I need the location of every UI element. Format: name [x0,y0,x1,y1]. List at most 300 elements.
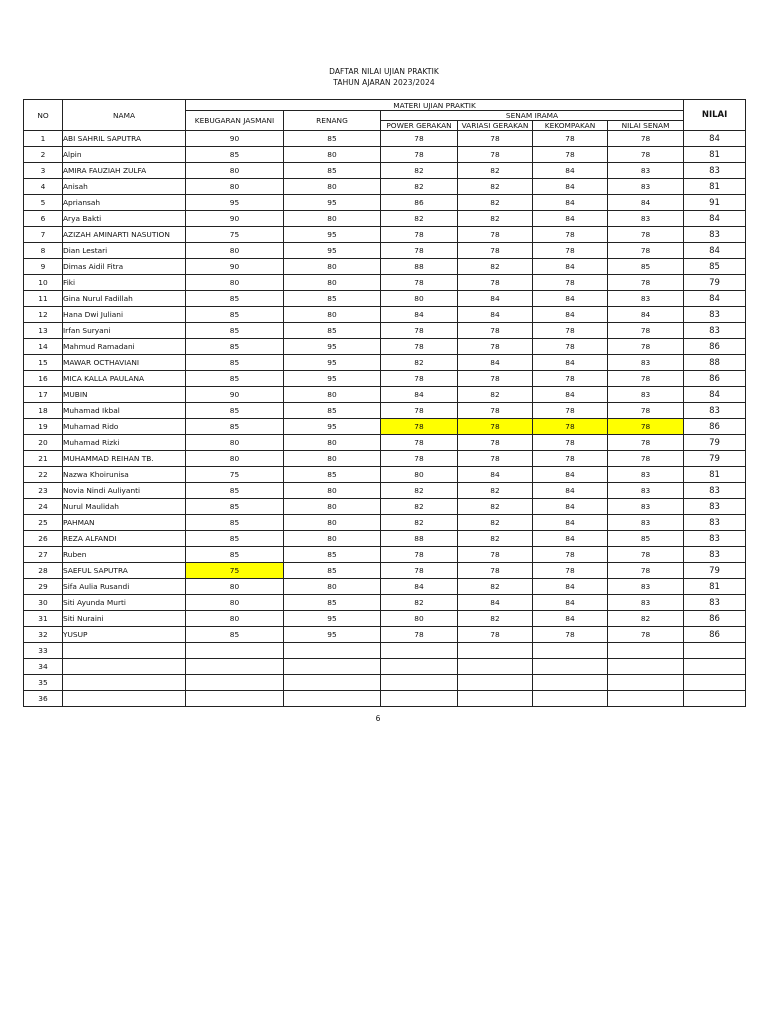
cell-kekompakan: 84 [533,179,608,195]
cell-nilai: 86 [684,611,746,627]
cell-nilai: 81 [684,579,746,595]
cell-nama: MICA KALLA PAULANA [63,371,186,387]
cell-kebugaran-jasmani: 80 [186,163,284,179]
cell-kebugaran-jasmani: 80 [186,435,284,451]
cell-variasi-gerakan: 78 [458,243,533,259]
cell-kekompakan: 78 [533,227,608,243]
cell-kekompakan: 84 [533,531,608,547]
header-nilai: NILAI [684,100,746,131]
cell-power-gerakan: 78 [381,243,458,259]
header-power-gerakan: POWER GERAKAN [381,121,458,131]
cell-renang: 85 [284,563,381,579]
cell-no: 31 [24,611,63,627]
cell-no: 21 [24,451,63,467]
cell-kebugaran-jasmani: 85 [186,499,284,515]
cell-no: 27 [24,547,63,563]
cell-nilai-senam: 85 [608,531,684,547]
cell-power-gerakan: 82 [381,595,458,611]
cell-nilai-senam: 78 [608,371,684,387]
table-row [24,675,746,691]
cell-kekompakan: 84 [533,163,608,179]
cell-nilai [684,659,746,675]
cell-nama: Nurul Maulidah [63,499,186,515]
cell-nilai-senam: 78 [608,339,684,355]
table-row [24,691,746,707]
cell-no: 20 [24,435,63,451]
cell-no: 4 [24,179,63,195]
cell-power-gerakan: 78 [381,403,458,419]
header-senam-irama: SENAM IRAMA [381,111,684,121]
cell-power-gerakan [381,659,458,675]
cell-nilai: 83 [684,547,746,563]
table-row [24,339,746,355]
cell-nama: Apriansah [63,195,186,211]
table-row [24,307,746,323]
cell-kebugaran-jasmani: 90 [186,211,284,227]
cell-variasi-gerakan: 82 [458,579,533,595]
cell-nilai-senam: 83 [608,163,684,179]
cell-no: 2 [24,147,63,163]
cell-no: 18 [24,403,63,419]
cell-variasi-gerakan: 78 [458,147,533,163]
cell-nilai-senam: 83 [608,291,684,307]
cell-kebugaran-jasmani: 90 [186,131,284,147]
table-row [24,531,746,547]
cell-nilai-senam: 78 [608,435,684,451]
cell-kekompakan: 84 [533,595,608,611]
header-variasi-gerakan: VARIASI GERAKAN [458,121,533,131]
cell-variasi-gerakan: 82 [458,483,533,499]
cell-variasi-gerakan: 82 [458,163,533,179]
cell-variasi-gerakan: 78 [458,627,533,643]
cell-nilai: 83 [684,531,746,547]
cell-kebugaran-jasmani: 80 [186,275,284,291]
table-row [24,563,746,579]
cell-no: 25 [24,515,63,531]
cell-nilai: 79 [684,275,746,291]
cell-power-gerakan [381,675,458,691]
table-row [24,291,746,307]
table-row [24,643,746,659]
title-line-1: DAFTAR NILAI UJIAN PRAKTIK [329,67,439,76]
cell-variasi-gerakan: 78 [458,563,533,579]
cell-power-gerakan: 88 [381,531,458,547]
cell-nilai-senam: 82 [608,611,684,627]
cell-nama [63,643,186,659]
cell-renang: 85 [284,403,381,419]
cell-nama: Dimas Aidil Fitra [63,259,186,275]
cell-nilai: 85 [684,259,746,275]
cell-variasi-gerakan: 84 [458,595,533,611]
cell-nilai: 83 [684,403,746,419]
cell-nama: Ruben [63,547,186,563]
cell-no: 14 [24,339,63,355]
cell-kebugaran-jasmani: 85 [186,419,284,435]
cell-nama: MUBIN [63,387,186,403]
cell-nilai-senam [608,675,684,691]
cell-renang: 80 [284,211,381,227]
cell-nilai-senam: 78 [608,627,684,643]
cell-nilai-senam: 83 [608,515,684,531]
cell-nilai: 84 [684,243,746,259]
cell-kekompakan: 78 [533,451,608,467]
cell-renang: 95 [284,355,381,371]
cell-power-gerakan: 84 [381,387,458,403]
cell-kebugaran-jasmani: 75 [186,227,284,243]
cell-no: 17 [24,387,63,403]
cell-kebugaran-jasmani: 80 [186,243,284,259]
cell-kekompakan: 84 [533,307,608,323]
cell-renang: 80 [284,579,381,595]
cell-power-gerakan: 84 [381,307,458,323]
cell-nilai: 83 [684,163,746,179]
header-nama: NAMA [63,100,186,131]
cell-renang: 85 [284,291,381,307]
cell-renang: 85 [284,595,381,611]
table-row [24,499,746,515]
cell-no: 6 [24,211,63,227]
cell-nama: Mahmud Ramadani [63,339,186,355]
cell-kebugaran-jasmani: 90 [186,387,284,403]
cell-renang [284,643,381,659]
cell-kekompakan: 78 [533,547,608,563]
cell-no: 1 [24,131,63,147]
cell-nama: MUHAMMAD REIHAN TB. [63,451,186,467]
cell-kebugaran-jasmani: 85 [186,403,284,419]
grades-table [23,99,746,707]
cell-power-gerakan: 78 [381,563,458,579]
cell-renang: 95 [284,419,381,435]
cell-nilai-senam: 84 [608,195,684,211]
cell-nilai-senam: 78 [608,131,684,147]
cell-kekompakan: 78 [533,435,608,451]
document-title [0,66,768,88]
cell-nilai: 83 [684,595,746,611]
cell-variasi-gerakan: 78 [458,403,533,419]
cell-renang: 95 [284,243,381,259]
table-row [24,419,746,435]
cell-nilai: 81 [684,467,746,483]
cell-nilai-senam: 83 [608,179,684,195]
cell-no: 33 [24,643,63,659]
cell-kekompakan: 78 [533,275,608,291]
cell-variasi-gerakan: 82 [458,195,533,211]
cell-variasi-gerakan: 78 [458,371,533,387]
table-row [24,211,746,227]
cell-kekompakan: 78 [533,147,608,163]
cell-nilai: 81 [684,147,746,163]
table-row [24,579,746,595]
cell-variasi-gerakan: 78 [458,435,533,451]
cell-no: 34 [24,659,63,675]
table-row [24,323,746,339]
table-row [24,515,746,531]
cell-nama: PAHMAN [63,515,186,531]
table-row [24,371,746,387]
cell-kekompakan: 84 [533,499,608,515]
cell-kekompakan: 84 [533,611,608,627]
cell-variasi-gerakan: 78 [458,339,533,355]
cell-kekompakan: 84 [533,483,608,499]
cell-kekompakan: 78 [533,371,608,387]
cell-renang: 95 [284,339,381,355]
cell-nama: Arya Bakti [63,211,186,227]
cell-kekompakan: 78 [533,323,608,339]
cell-nilai-senam: 78 [608,323,684,339]
cell-kekompakan: 78 [533,243,608,259]
cell-renang: 85 [284,163,381,179]
cell-kebugaran-jasmani: 85 [186,371,284,387]
cell-nilai [684,675,746,691]
cell-nama: Siti Nuraini [63,611,186,627]
cell-power-gerakan: 82 [381,483,458,499]
table-row [24,403,746,419]
cell-power-gerakan: 82 [381,163,458,179]
cell-nilai-senam: 84 [608,307,684,323]
cell-no: 13 [24,323,63,339]
cell-power-gerakan: 78 [381,547,458,563]
cell-no: 28 [24,563,63,579]
cell-no: 12 [24,307,63,323]
cell-nilai: 81 [684,179,746,195]
cell-power-gerakan: 82 [381,179,458,195]
cell-no: 8 [24,243,63,259]
cell-kebugaran-jasmani: 85 [186,291,284,307]
cell-no: 26 [24,531,63,547]
cell-kekompakan: 78 [533,563,608,579]
table-row [24,275,746,291]
cell-variasi-gerakan [458,659,533,675]
cell-nilai: 83 [684,515,746,531]
cell-kebugaran-jasmani: 85 [186,627,284,643]
cell-nilai: 86 [684,627,746,643]
cell-no: 3 [24,163,63,179]
cell-nama: REZA ALFANDI [63,531,186,547]
cell-kebugaran-jasmani: 80 [186,451,284,467]
cell-nilai-senam: 83 [608,387,684,403]
cell-renang: 85 [284,467,381,483]
cell-renang: 95 [284,611,381,627]
cell-no: 11 [24,291,63,307]
cell-nilai [684,643,746,659]
cell-kebugaran-jasmani: 80 [186,579,284,595]
cell-nilai: 83 [684,307,746,323]
cell-power-gerakan: 84 [381,579,458,595]
cell-power-gerakan: 80 [381,467,458,483]
cell-kekompakan: 78 [533,403,608,419]
cell-nilai-senam: 78 [608,563,684,579]
cell-nilai-senam: 83 [608,483,684,499]
cell-nama: Nazwa Khoirunisa [63,467,186,483]
cell-kebugaran-jasmani: 85 [186,515,284,531]
cell-kekompakan [533,675,608,691]
cell-nama: Muhamad Ikbal [63,403,186,419]
cell-kebugaran-jasmani [186,675,284,691]
cell-nama: MAWAR OCTHAVIANI [63,355,186,371]
cell-variasi-gerakan: 82 [458,611,533,627]
cell-nama: AZIZAH AMINARTI NASUTION [63,227,186,243]
cell-kebugaran-jasmani: 85 [186,307,284,323]
cell-kekompakan: 84 [533,259,608,275]
table-row [24,387,746,403]
cell-no: 5 [24,195,63,211]
table-row [24,547,746,563]
cell-nama: Dian Lestari [63,243,186,259]
table-row [24,227,746,243]
cell-nilai: 91 [684,195,746,211]
cell-power-gerakan: 80 [381,291,458,307]
table-row [24,243,746,259]
cell-nilai: 86 [684,419,746,435]
cell-kebugaran-jasmani: 80 [186,611,284,627]
cell-power-gerakan: 78 [381,339,458,355]
table-row [24,627,746,643]
table-row [24,163,746,179]
cell-renang: 80 [284,275,381,291]
cell-nilai: 86 [684,339,746,355]
header-nilai-senam: NILAI SENAM [608,121,684,131]
cell-kebugaran-jasmani [186,691,284,707]
cell-variasi-gerakan: 82 [458,211,533,227]
cell-renang: 80 [284,499,381,515]
cell-nilai: 84 [684,211,746,227]
cell-renang: 95 [284,627,381,643]
cell-variasi-gerakan: 82 [458,387,533,403]
table-row [24,483,746,499]
cell-renang: 95 [284,227,381,243]
cell-kekompakan [533,659,608,675]
cell-no: 16 [24,371,63,387]
cell-kekompakan: 78 [533,339,608,355]
table-row [24,435,746,451]
cell-no: 35 [24,675,63,691]
cell-variasi-gerakan: 78 [458,275,533,291]
cell-nilai-senam: 83 [608,499,684,515]
cell-nilai: 84 [684,387,746,403]
cell-nama: Muhamad Rido [63,419,186,435]
cell-nilai-senam: 78 [608,451,684,467]
cell-power-gerakan: 78 [381,323,458,339]
table-row [24,355,746,371]
cell-nilai-senam: 83 [608,355,684,371]
cell-variasi-gerakan: 82 [458,515,533,531]
cell-nilai: 83 [684,227,746,243]
cell-kebugaran-jasmani: 95 [186,195,284,211]
cell-no: 36 [24,691,63,707]
cell-kebugaran-jasmani: 80 [186,595,284,611]
cell-nilai: 83 [684,323,746,339]
cell-variasi-gerakan [458,675,533,691]
cell-power-gerakan: 80 [381,611,458,627]
cell-nilai-senam: 78 [608,403,684,419]
cell-nilai: 83 [684,483,746,499]
cell-nama: Muhamad Rizki [63,435,186,451]
cell-no: 22 [24,467,63,483]
cell-kebugaran-jasmani: 75 [186,467,284,483]
cell-kebugaran-jasmani: 85 [186,147,284,163]
cell-nilai-senam: 85 [608,259,684,275]
cell-renang: 80 [284,179,381,195]
cell-nilai: 79 [684,451,746,467]
cell-nama: YUSUP [63,627,186,643]
cell-kekompakan: 78 [533,419,608,435]
cell-power-gerakan: 78 [381,419,458,435]
cell-no: 10 [24,275,63,291]
table-row [24,611,746,627]
cell-nilai: 83 [684,499,746,515]
cell-nama: Siti Ayunda Murti [63,595,186,611]
table-row [24,195,746,211]
cell-nilai: 84 [684,131,746,147]
table-row [24,451,746,467]
table-row [24,131,746,147]
cell-nilai-senam: 78 [608,419,684,435]
cell-no: 30 [24,595,63,611]
cell-kekompakan: 84 [533,355,608,371]
table-row [24,595,746,611]
cell-nilai-senam [608,659,684,675]
cell-kebugaran-jasmani [186,659,284,675]
cell-nilai-senam: 78 [608,147,684,163]
cell-nama: Fiki [63,275,186,291]
cell-power-gerakan: 78 [381,435,458,451]
table-row [24,259,746,275]
cell-nama: Irfan Suryani [63,323,186,339]
cell-nama: Novia Nindi Auliyanti [63,483,186,499]
cell-power-gerakan: 86 [381,195,458,211]
cell-kekompakan: 84 [533,195,608,211]
cell-renang: 95 [284,195,381,211]
cell-renang: 80 [284,451,381,467]
cell-no: 15 [24,355,63,371]
cell-kebugaran-jasmani: 85 [186,323,284,339]
cell-nama: Hana Dwi Juliani [63,307,186,323]
cell-nilai [684,691,746,707]
header-materi: MATERI UJIAN PRAKTIK [186,100,684,111]
cell-no: 24 [24,499,63,515]
cell-variasi-gerakan: 82 [458,259,533,275]
cell-nama: Anisah [63,179,186,195]
cell-nama: Alpin [63,147,186,163]
cell-renang: 80 [284,307,381,323]
cell-nilai-senam: 78 [608,227,684,243]
cell-nama [63,675,186,691]
cell-nilai-senam: 83 [608,467,684,483]
cell-variasi-gerakan: 82 [458,179,533,195]
cell-power-gerakan: 78 [381,227,458,243]
cell-power-gerakan: 88 [381,259,458,275]
cell-nama [63,659,186,675]
cell-kekompakan: 84 [533,467,608,483]
cell-variasi-gerakan: 78 [458,131,533,147]
cell-nilai-senam [608,691,684,707]
cell-no: 32 [24,627,63,643]
cell-variasi-gerakan: 84 [458,355,533,371]
cell-renang [284,659,381,675]
title-line-2: TAHUN AJARAN 2023/2024 [333,78,435,87]
cell-nilai: 79 [684,563,746,579]
cell-variasi-gerakan: 84 [458,291,533,307]
cell-variasi-gerakan: 84 [458,467,533,483]
cell-power-gerakan: 78 [381,131,458,147]
page-number: 6 [375,714,381,723]
cell-kebugaran-jasmani [186,643,284,659]
header-no: NO [24,100,63,131]
cell-nama: Gina Nurul Fadillah [63,291,186,307]
cell-renang: 85 [284,547,381,563]
cell-no: 23 [24,483,63,499]
cell-variasi-gerakan [458,691,533,707]
